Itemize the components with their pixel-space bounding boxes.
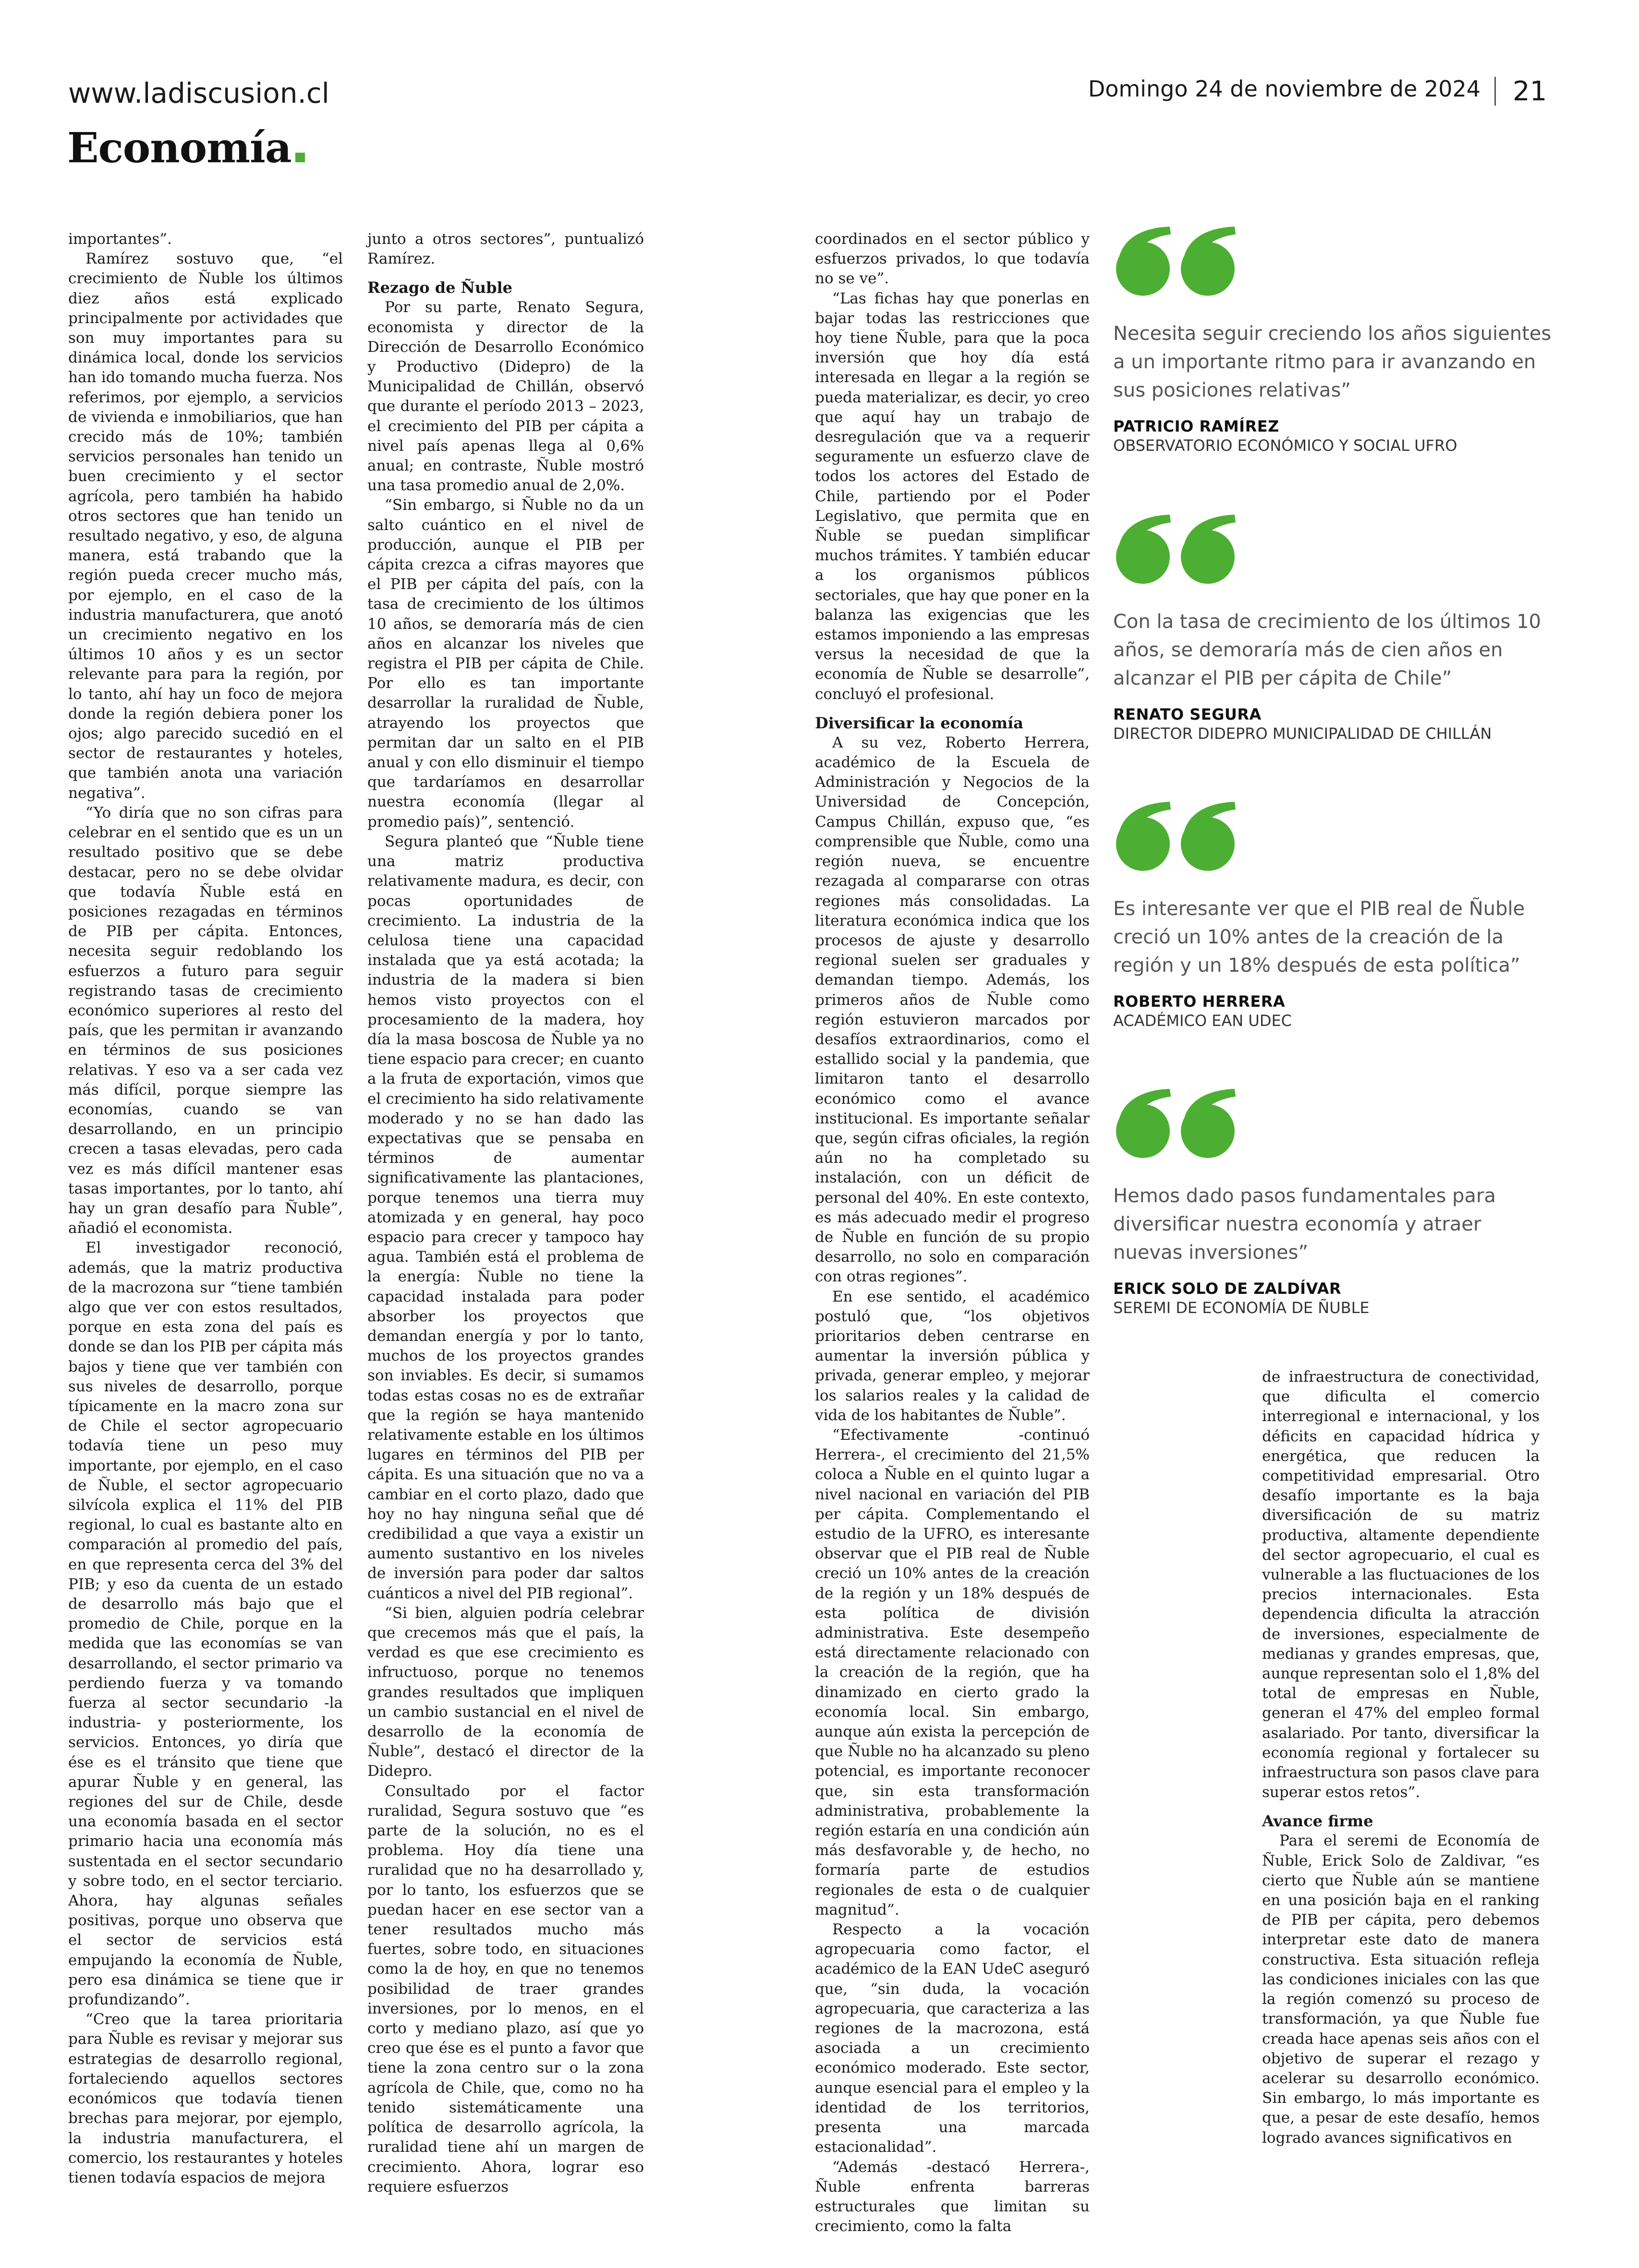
site-url: www.ladiscusion.cl [68, 77, 329, 109]
quote-role: SEREMI DE ECONOMÍA DE ÑUBLE [1113, 1299, 1370, 1317]
section-accent-dot [295, 153, 305, 162]
pull-quote [1113, 800, 1555, 1030]
header-divider [1494, 77, 1496, 106]
paragraph: “Efectivamente -continuó Herrera-, el crecimiento del 21,5% coloca a Ñuble en el quinto lugar a nivel nacional en variación del PIB per cápita. Complementando el estudio de la UFRO, es interesante observar que el PIB real de Ñuble creció un 10% antes de la creación de la región y un 18% después de esta política de división administrativa. Este desempeño está directamente relacionado con la creación de la región, que ha dinamizado en cierto grado la economía local. Sin embargo, aunque aún exista la percepción de que Ñuble no ha alcanzado su pleno potencial, es importante reconocer que, sin esta transformación administrativa, probablemente la región estaría en una condición aún más desfavorable y, de hecho, no formaría parte de estudios regionales de esta o de cualquier magnitud”. [815, 1426, 1090, 1918]
section-title-text: Economía [67, 124, 291, 172]
quote-mark-icon [1113, 800, 1238, 872]
paragraph: “Las fichas hay que ponerlas en bajar todas las restricciones que hoy tiene Ñuble, para que la poca inversión que hoy día está interesada en llegar a la región se pueda materializar, es decir, yo creo que aquí hay un trabajo de desregulación que va a requerir seguramente un esfuerzo clave de todos los actores del Estado de Chile, partiendo por el Poder Legislativo, que permita que en Ñuble se puedan simplificar muchos trámites. Y también educar a los organismos públicos sectoriales, que hay que poner en la balanza las exigencias que les estamos imponiendo a las empresas versus la necesidad de que la economía de Ñuble se desarrolle”, concluyó el profesional. [815, 290, 1090, 703]
paragraph: Segura planteó que “Ñuble tiene una matriz productiva relativamente madura, es decir, con pocas oportunidades de crecimiento. La industria de la celulosa tiene una capacidad instalada que ya está acotada; la industria de la madera si bien hemos visto proyectos con el procesamiento de la madera, hoy día la masa boscosa de Ñuble ya no tiene espacio para crecer; en cuanto a la fruta de exportación, vimos que el crecimiento ha sido relativamente moderado y no se han dado las expectativas que se pensaba en términos de aumentar significativamente las plantaciones, porque tenemos una tierra muy atomizada y en general, hay poco espacio para crecer y tampoco hay agua. También está el problema de la energía: Ñuble no tiene la capacidad instalada para poder absorber los proyectos que demandan energía y por lo tanto, muchos de los proyectos grandes son inviables. Es decir, si sumamos todas estas cosas no es de extrañar que la región se haya mantenido relativamente estable en los últimos lugares en términos del PIB per cápita. Es una situación que no va a cambiar en el corto plazo, dado que hoy no hay ninguna señal que dé credibilidad a que vaya a existir un aumento sustantivo en los niveles de inversión para poder dar saltos cuánticos a nivel del PIB regional”. [367, 832, 644, 1602]
paragraph: importantes”. [68, 230, 172, 248]
quote-mark-icon [1113, 225, 1238, 297]
pull-quote [1113, 225, 1555, 455]
paragraph: Consultado por el factor ruralidad, Segura sostuvo que “es parte de la solución, no es el problema. Hoy día tiene una ruralidad que no ha desarrollado y, por lo tanto, los esfuerzos que se puedan hacer en ese sector van a tener resultados mucho más fuertes, sobre todo, en situaciones como la de hoy, en que no tenemos posibilidad de traer grandes inversiones, por lo menos, en el corto y mediano plazo, así que yo creo que ése es el punto a favor que tiene la zona centro sur o la zona agrícola de Chile, que, como no ha tenido sistemáticamente una política de desarrollo agrícola, la ruralidad tiene ahí un margen de crecimiento. Ahora, lograr eso requiere esfuerzos [367, 1782, 644, 2196]
paragraph: Para el seremi de Economía de Ñuble, Erick Solo de Zaldivar, “es cierto que Ñuble aún se mantiene en una posición baja en el ranking de PIB per cápita, pero debemos interpretar este dato de manera constructiva. Esta situación refleja las condiciones iniciales con las que la región comenzó su proceso de transformación, ya que Ñuble fue creada hace apenas seis años con el objetivo de superar el rezago y acelerar su desarrollo económico. Sin embargo, lo más importante es que, a pesar de este desafío, hemos logrado avances significativos en [1262, 1832, 1540, 2147]
subheading: Diversificar la economía [815, 713, 1023, 732]
pull-quote [1113, 513, 1555, 743]
paragraph: coordinados en el sector público y esfuerzos privados, lo que todavía no se ve”. [815, 230, 1090, 288]
paragraph: junto a otros sectores”, puntualizó Ramírez. [367, 230, 644, 268]
quote-text: Es interesante ver que el PIB real de Ñuble creció un 10% antes de la creación de la región y un 18% después de esta política” [1113, 898, 1525, 977]
quote-role: OBSERVATORIO ECONÓMICO Y SOCIAL UFRO [1113, 436, 1457, 455]
paragraph: “Sin embargo, si Ñuble no da un salto cuántico en el nivel de producción, aunque el PIB per cápita crezca a cifras mayores que el PIB per cápita del país, con la tasa de crecimiento de los últimos 10 años, se demoraría más de cien años en alcanzar los niveles que registra el PIB per cápita de Chile. Por ello es tan importante desarrollar la ruralidad de Ñuble, atrayendo los proyectos que permitan dar un salto en el PIB anual y con ello disminuir el tiempo que tardaríamos en desarrollar nuestra economía (llegar al promedio país)”, sentenció. [367, 496, 644, 831]
article-column-4 [1262, 1367, 1540, 2148]
quote-text: Necesita seguir creciendo los años siguientes a un importante ritmo para ir avanzando en sus posiciones relativas” [1113, 323, 1552, 401]
issue-date: Domingo 24 de noviembre de 2024 [1088, 76, 1481, 102]
pull-quote [1113, 1087, 1555, 1317]
quote-mark-icon [1113, 513, 1238, 585]
quote-role: DIRECTOR DIDEPRO MUNICIPALIDAD DE CHILLÁN [1113, 724, 1492, 743]
article-column-3 [815, 229, 1090, 2236]
paragraph: “Yo diría que no son cifras para celebrar en el sentido que es un un resultado positivo que se debe destacar, pero no se debe olvidar que todavía Ñuble está en posiciones rezagadas en términos de PIB per cápita. Entonces, necesita seguir redoblando los esfuerzos a futuro para seguir registrando tasas de crecimiento económico superiores al resto del país, que les permitan ir avanzando en términos de sus posiciones relativas. Y eso va a ser cada vez más difícil, porque siempre las economías, cuando se van desarrollando, en un principio crecen a tasas elevadas, pero cada vez es más difícil mantener esas tasas importantes, por lo tanto, ahí hay un gran desafío para Ñuble”, añadió el economista. [68, 804, 343, 1237]
article-column-1 [68, 229, 343, 2188]
paragraph: A su vez, Roberto Herrera, académico de la Escuela de Administración y Negocios de la Universidad de Concepción, Campus Chillán, expuso que, “es comprensible que Ñuble, como una región nueva, se encuentre rezagada al compararse con otras regiones más consolidadas. La literatura económica indica que los procesos de ajuste y desarrollo regional suelen ser graduales y demandan tiempo. Además, los primeros años de Ñuble como región estuvieron marcados por desafíos extraordinarios, como el estallido social y la pandemia, que limitaron tanto el desarrollo económico como el avance institucional. Es importante señalar que, según cifras oficiales, la región aún no ha completado su instalación, con un déficit de personal del 40%. En este contexto, es más adecuado medir el progreso de Ñuble en función de su propio desarrollo, no solo en comparación con otras regiones”. [815, 734, 1090, 1286]
subheading: Rezago de Ñuble [367, 278, 512, 297]
subheading: Avance firme [1262, 1812, 1373, 1831]
paragraph: Ramírez sostuvo que, “el crecimiento de Ñuble los últimos diez años está explicado principalmente por actividades que son muy importantes para su dinámica local, donde los servicios han ido tomando mucha fuerza. Nos referimos, por ejemplo, a servicios de vivienda e inmobiliarios, que han crecido más de 10%; también servicios personales han tenido un buen crecimiento y el sector agrícola, pero también ha habido otros sectores que han tenido un resultado negativo, y eso, de alguna manera, está trabando que la región pueda crecer mucho más, por ejemplo, en el caso de la industria manufacturera, que anotó un crecimiento negativo en los últimos 10 años y es un sector relevante para para la región, por lo tanto, ahí hay un foco de mejora donde la región debiera poner los ojos; algo parecido sucedió en el sector de restaurantes y hoteles, que también anota una variación negativa”. [68, 250, 343, 802]
quote-role: ACADÉMICO EAN UDEC [1113, 1012, 1292, 1030]
paragraph: de infraestructura de conectividad, que dificulta el comercio interregional e internacional, y los déficits en capacidad hídrica y energética, que reducen la competitividad empresarial. Otro desafío importante es la baja diversificación de su matriz productiva, altamente dependiente del sector agropecuario, el cual es vulnerable a las fluctuaciones de los precios internacionales. Esta dependencia dificulta la atracción de inversiones, especialmente de medianas y grandes empresas, que, aunque representan solo el 1,8% del total de empresas en Ñuble, generan el 47% del empleo formal asalariado. Por tanto, diversificar la economía regional y fortalecer su infraestructura son pasos clave para superar estos retos”. [1262, 1368, 1540, 1801]
paragraph: “Además -destacó Herrera-, Ñuble enfrenta barreras estructurales que limitan su crecimiento, como la falta [815, 2158, 1090, 2235]
paragraph: Respecto a la vocación agropecuaria como factor, el académico de la EAN UdeC aseguró que, “sin duda, la vocación agropecuaria, que caracteriza a las regiones de la macrozona, está asociada a un crecimiento económico moderado. Este sector, aunque esencial para el empleo y la identidad de los territorios, presenta una marcada estacionalidad”. [815, 1921, 1090, 2156]
quote-author: ERICK SOLO DE ZALDÍVAR [1113, 1279, 1342, 1298]
paragraph: En ese sentido, el académico postuló que, “los objetivos prioritarios deben centrarse en aumentar la inversión pública y privada, generar empleo, y mejorar los salarios reales y la calidad de vida de los habitantes de Ñuble”. [815, 1288, 1090, 1424]
paragraph: Por su parte, Renato Segura, economista y director de la Dirección de Desarrollo Económico y Productivo (Didepro) de la Municipalidad de Chillán, observó que durante el período 2013 – 2023, el crecimiento del PIB per cápita a nivel país apenas llega al 0,6% anual; en contraste, Ñuble mostró una tasa promedio anual de 2,0%. [367, 299, 644, 495]
quote-author: PATRICIO RAMÍREZ [1113, 417, 1279, 435]
paragraph: “Si bien, alguien podría celebrar que crecemos más que el país, la verdad es que ese crecimiento es infructuoso, porque no tenemos grandes resultados que impliquen un cambio sustancial en el nivel de desarrollo de la economía de Ñuble”, destacó el director de la Didepro. [367, 1604, 644, 1780]
quote-text: Con la tasa de crecimiento de los últimos 10 años, se demoraría más de cien años en alcanzar el PIB per cápita de Chile” [1113, 611, 1541, 689]
quote-text: Hemos dado pasos fundamentales para diversificar nuestra economía y atraer nuevas inversiones” [1113, 1185, 1496, 1264]
page-number: 21 [1513, 76, 1547, 107]
article-column-2 [367, 229, 644, 2197]
paragraph: El investigador reconoció, además, que la matriz productiva de la macrozona sur “tiene también algo que ver con estos resultados, porque en esta zona del país es donde se dan los PIB per cápita más bajos y tiene que ver también con sus niveles de desarrollo, porque típicamente en la macro zona sur de Chile el sector agropecuario todavía tiene un peso muy importante, por ejemplo, en el caso de Ñuble, el sector agropecuario silvícola explica el 11% del PIB regional, lo cual es bastante alto en comparación al promedio del país, en que representa cerca del 3% del PIB; y eso da cuenta de un estado de desarrollo más bajo que el promedio de Chile, porque en la medida que las economías se van desarrollando, el sector primario va perdiendo fuerza y va tomando fuerza al sector secundario -la industria- y posteriormente, los servicios. Entonces, yo diría que ése es el tránsito que tiene que apurar Ñuble y en general, las regiones del sur de Chile, desde una economía basada en el sector primario hacia una economía más sustentada en el sector secundario y sobre todo, en el sector terciario. Ahora, hay algunas señales positivas, porque uno observa que el sector de servicios está empujando la economía de Ñuble, pero esa dinámica se tiene que ir profundizando”. [68, 1239, 343, 2009]
quote-author: ROBERTO HERRERA [1113, 992, 1286, 1011]
quote-mark-icon [1113, 1087, 1238, 1159]
paragraph: “Creo que la tarea prioritaria para Ñuble es revisar y mejorar sus estrategias de desarrollo regional, fortaleciendo aquellos sectores económicos que todavía tienen brechas para mejorar, por ejemplo, la industria manufacturera, el comercio, los restaurantes y hoteles tienen todavía espacios de mejora [68, 2011, 343, 2186]
section-title [67, 124, 305, 172]
quote-author: RENATO SEGURA [1113, 705, 1262, 724]
